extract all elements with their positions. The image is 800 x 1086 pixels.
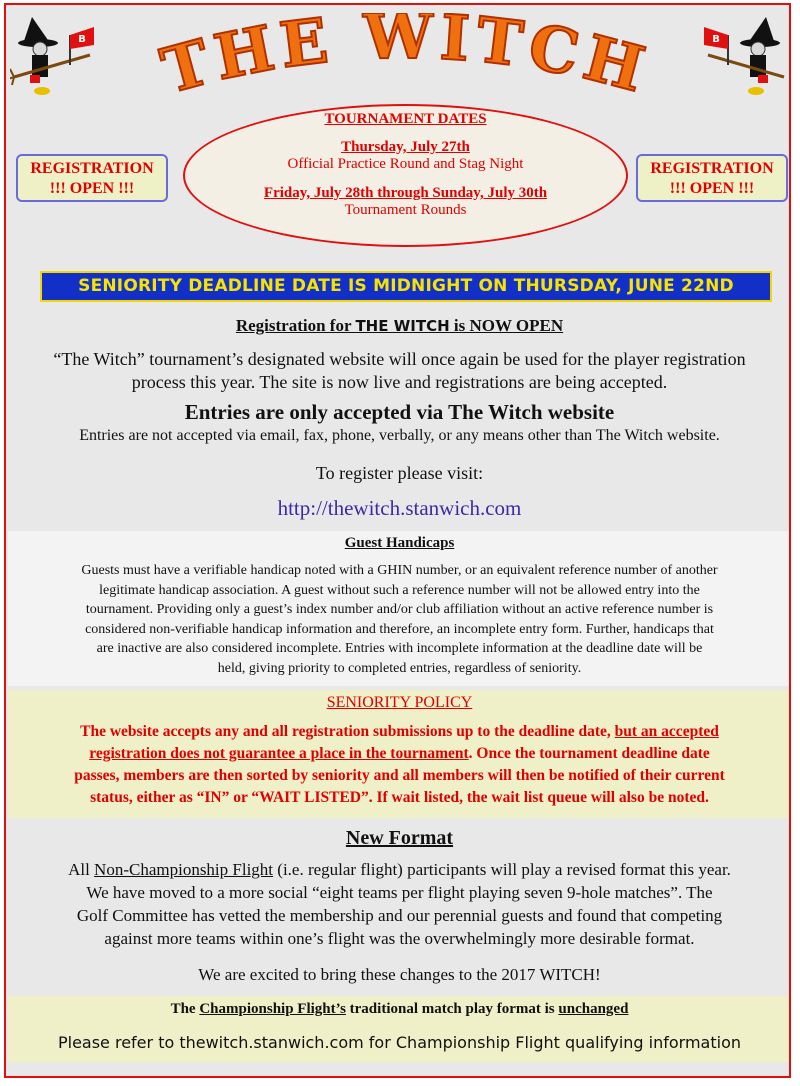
tournament-desc: Tournament Rounds (344, 202, 467, 218)
registration-paragraph: “The Witch” tournament’s designated website will once again be used for the player registration process this year. The site is now live and registrations are being accepted. (53, 349, 746, 392)
tournament-date: Friday, July 28th through Sunday, July 30th (263, 185, 548, 201)
registration-open-badge: REGISTRATION !!! OPEN !!! (636, 154, 788, 202)
svg-text:THE WITCH: THE WITCH (154, 13, 658, 108)
seniority-policy-text: The website accepts any and all registration submissions up to the deadline date, but an accepted registration does not guarantee a place in the tournament. Once the tournament deadline date passes, members are then sorted by seniority and all members will then be notified of their current status, either as “IN” or “WAIT LISTED”. If wait listed, the wait list queue will also be noted. (74, 723, 725, 806)
championship-refer: Please refer to thewitch.stanwich.com for Championship Flight qualifying information (57, 1033, 742, 1052)
guest-handicaps-heading: Guest Handicaps (344, 535, 455, 551)
register-visit: To register please visit: (315, 463, 484, 483)
witch-on-broom-icon (10, 13, 100, 103)
seniority-policy-heading: SENIORITY POLICY (326, 694, 473, 711)
new-format-text: All Non-Championship Flight (i.e. regular flight) participants will play a revised format this year. We have moved to a more social “eight teams per flight playing seven 9-hole matches”. The Golf Committee has vetted the membership and our perennial guests and found that competing against more teams within one’s flight was the overwhelmingly more desirable format. (68, 860, 731, 948)
excited-line: We are excited to bring these changes to the 2017 WITCH! (198, 965, 601, 984)
championship-line: The Championship Flight’s traditional match play format is unchanged (170, 1001, 629, 1017)
practice-date: Thursday, July 27th (341, 139, 470, 155)
svg-text:B: B (78, 34, 86, 45)
registration-link[interactable]: http://thewitch.stanwich.com (277, 496, 522, 520)
flyer-frame (4, 3, 791, 1078)
tournament-dates-heading: TOURNAMENT DATES (324, 111, 487, 127)
entries-only-website: Entries are only accepted via The Witch website (184, 400, 615, 424)
practice-desc: Official Practice Round and Stag Night (287, 156, 524, 172)
new-format-heading: New Format (345, 827, 454, 849)
registration-heading: Registration for THE WITCH is NOW OPEN (235, 316, 564, 335)
guest-handicaps-text: Guests must have a verifiable handicap noted with a GHIN number, or an equivalent reference number of another legitimate handicap association. A guest without such a reference number will not be allowed entry into the tournament. Providing only a guest’s index number and/or club affiliation without an active reference number is considered non-verifiable handicap information and therefore, an incomplete entry form. Further, handicaps that are inactive are also considered incomplete. Entries with incomplete information at the deadline date will be held, giving priority to completed entries, regardless of seniority. (81, 563, 718, 676)
seniority-deadline-banner: SENIORITY DEADLINE DATE IS MIDNIGHT ON THURSDAY, JUNE 22ND (40, 271, 772, 302)
tournament-dates-oval (183, 104, 628, 247)
entries-note: Entries are not accepted via email, fax, phone, verbally, or any means other than The Witch website. (79, 427, 720, 444)
registration-open-badge: REGISTRATION !!! OPEN !!! (16, 154, 168, 202)
svg-text:B: B (712, 34, 720, 45)
